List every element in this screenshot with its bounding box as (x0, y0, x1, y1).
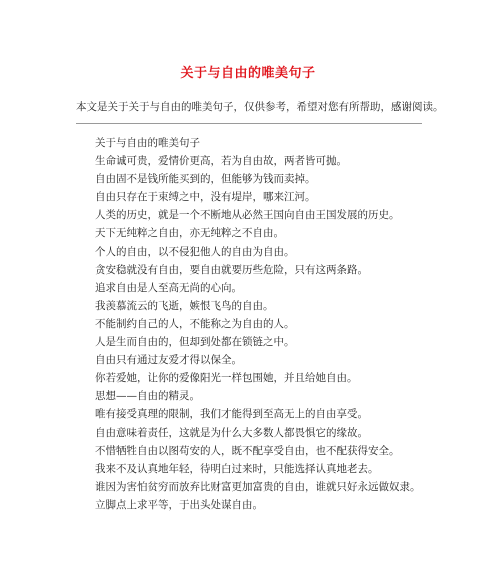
quote-line: 不能制约自己的人，不能称之为自由的人。 (95, 317, 295, 330)
quote-line: 自由固不是钱所能买到的，但能够为钱而卖掉。 (95, 173, 316, 186)
quote-line: 个人的自由，以不侵犯他人的自由为自由。 (95, 245, 295, 258)
quote-line: 贪安稳就没有自由，要自由就要历些危险，只有这两条路。 (95, 263, 368, 276)
quote-line: 人是生而自由的，但却到处都在锁链之中。 (95, 336, 295, 349)
quote-line: 我羡慕流云的飞逝，嫉恨飞鸟的自由。 (95, 299, 274, 312)
quote-line: 自由只有通过友爱才得以保全。 (95, 354, 242, 367)
quote-line: 人类的历史，就是一个不断地从必然王国向自由王国发展的历史。 (95, 209, 400, 222)
document-title: 关于与自由的唯美句子 (180, 66, 316, 81)
quote-line: 不惜牺牲自由以图苟安的人，既不配享受自由，也不配获得安全。 (95, 444, 400, 457)
quote-line: 谁因为害怕贫穷而放弃比财富更加富贵的自由，谁就只好永远做奴隶。 (95, 480, 421, 493)
quote-list (95, 134, 475, 514)
quote-line: 立脚点上求平等，于出头处谋自由。 (95, 498, 263, 511)
quote-line: 思想——自由的精灵。 (95, 390, 200, 403)
quote-line: 天下无纯粹之自由，亦无纯粹之不自由。 (95, 227, 284, 240)
intro-paragraph: 本文是关于关于与自由的唯美句子，仅供参考，希望对您有所帮助，感谢阅读。 (76, 101, 444, 113)
quote-heading: 关于与自由的唯美句子 (95, 137, 200, 149)
quote-line: 生命诚可贵，爱情价更高，若为自由故，两者皆可抛。 (95, 155, 347, 168)
quote-line: 追求自由是人至高无尚的心向。 (95, 281, 242, 294)
quote-line: 自由意味着责任，这就是为什么大多数人都畏惧它的缘故。 (95, 426, 368, 439)
quote-line: 自由只存在于束缚之中，没有堤岸，哪来江河。 (95, 191, 316, 204)
quote-line: 唯有接受真理的限制，我们才能得到至高无上的自由享受。 (95, 408, 368, 421)
separator-line (76, 123, 422, 124)
quote-line: 你若爱她，让你的爱像阳光一样包围她，并且给她自由。 (95, 372, 358, 385)
quote-line: 我来不及认真地年轻，待明白过来时，只能选择认真地老去。 (95, 462, 379, 475)
